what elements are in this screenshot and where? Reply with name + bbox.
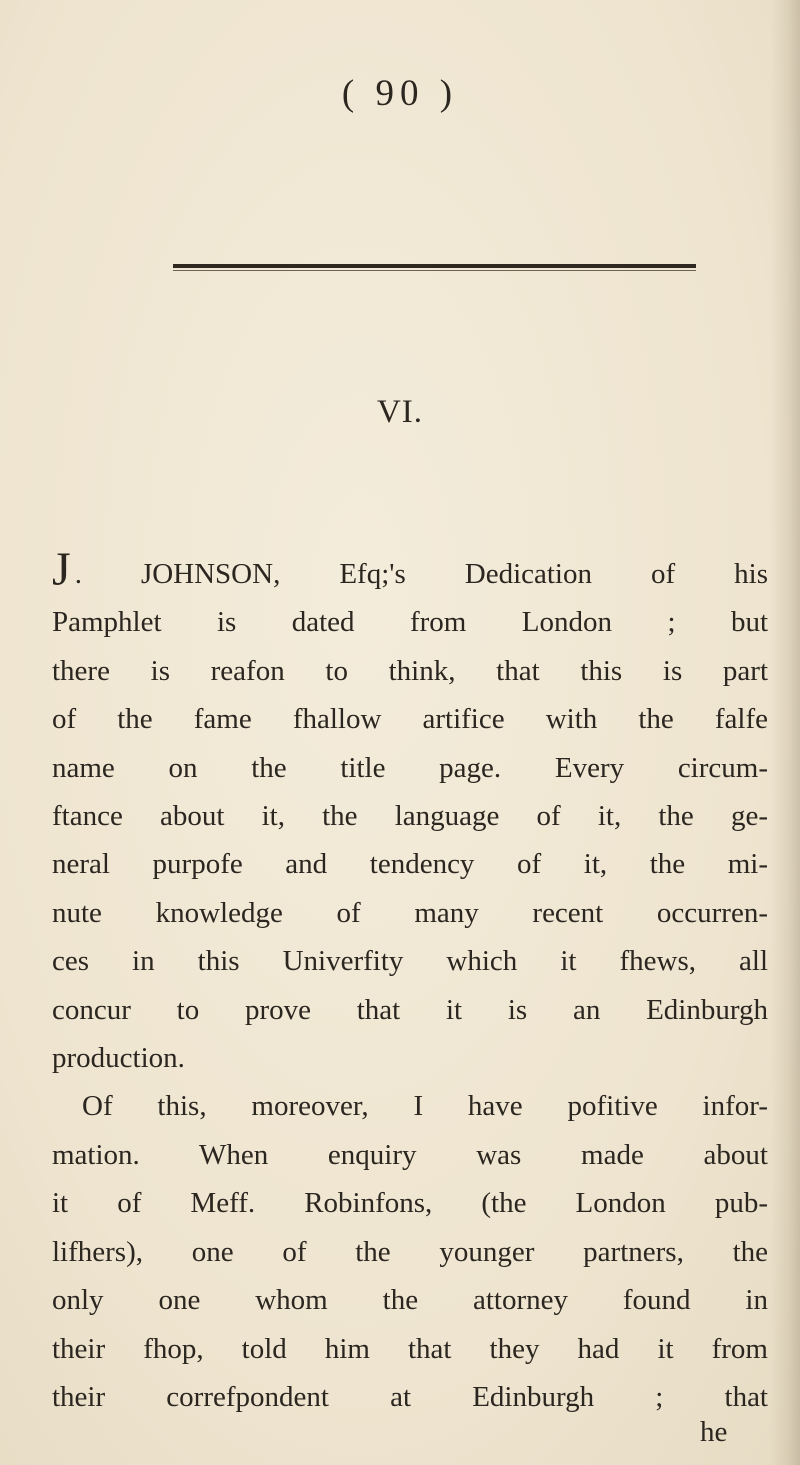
text-line: only one whom the attorney found in [52,1284,768,1317]
section-heading: VI. [376,394,424,430]
text-line: nute knowledge of many recent occurren- [52,896,768,929]
text-line: their fhop, told him that they had it from [52,1332,768,1365]
text-line: production. [52,1042,185,1075]
catchword: he [700,1416,728,1448]
text-line: concur to prove that it is an Edinburgh [52,993,768,1026]
text-line: J . JOHNSON, Efq;'s Dedication of his [52,543,768,596]
text-line: of the fame fhallow artifice with the falfe [52,703,768,736]
text-line: mation. When enquiry was made about [52,1138,768,1171]
page-edge-shadow [770,0,800,1465]
text-line: name on the title page. Every circum- [52,751,768,784]
section-rule [173,264,696,268]
section-rule-thin [173,270,696,271]
drop-capital: J [52,543,71,596]
text-line: lifhers), one of the younger partners, the [52,1235,768,1268]
text-line: neral purpofe and tendency of it, the mi- [52,848,768,881]
body-text [52,543,768,1421]
text-line: ces in this Univerfity which it fhews, all [52,945,768,978]
text-line: their correfpondent at Edinburgh ; that [52,1380,768,1413]
text-line: it of Meff. Robinfons, (the London pub- [52,1187,768,1220]
text-line: ftance about it, the language of it, the ge- [52,800,768,833]
text-line: there is reafon to think, that this is part [52,654,768,687]
text-line: Of this, moreover, I have pofitive infor- [82,1090,768,1123]
text-line: Pamphlet is dated from London ; but [52,606,768,639]
page-number: ( 90 ) [341,73,459,114]
